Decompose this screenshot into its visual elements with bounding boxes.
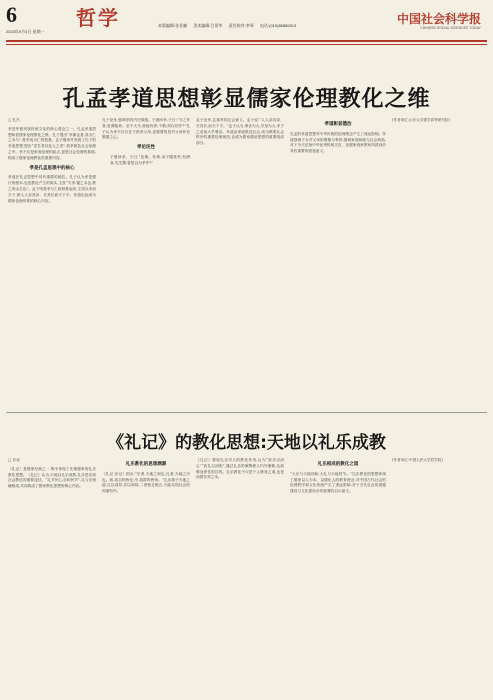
issue-date: 2023年9月4日 星期一: [6, 29, 45, 34]
article1-paragraph: 孟子论孝,注重孝的社会意义。孟子说:“人人亲其亲、长其长,而天下平。”孟子认为,事亲为大,守身为大,孝子之至莫大乎尊亲。孝道由家庭推及社会,成为维系社会秩序的重要伦理规范,也成为儒家德治思想的重要组成部分。: [196, 118, 284, 146]
article1-paragraph: 孔孟的孝道思想对中华民族的伦理观念产生了深远影响。孝道强调子女对父母的尊敬与奉养,强调家庭和睦与社会和谐,对于今天弘扬中华优秀传统文化、加强家庭家教家风建设仍具有重要的借鉴意义。: [290, 131, 386, 154]
article1-paragraph: 孝是华夏民族传统文化的核心观念之一。孔孟孝道思想彰显儒家伦理教化之维。孔子提出“孝悌也者,其为仁之本与”,将孝视为仁的根基。孟子继承并发展了孔子的孝道思想,提出“老吾老以及人之老”,将孝推及社会伦理之中。孝不仅是家庭伦理的起点,更是社会伦理的基础,构成了儒家伦理教化的重要内容。: [8, 126, 96, 160]
article2-headline: 《礼记》的教化思想:天地以礼乐成教: [107, 433, 386, 453]
article1-footnote: (作者单位:山东大学儒学高等研究院): [392, 118, 450, 122]
article2-paragraph: 《礼记》重视礼乐对人的教化作用,认为“致乐以治心”“致礼以治躬”,通过礼乐的熏陶使人内外兼修,达到修身养性的目的。礼乐教化不仅是个人修身之道,也是治国安邦之本。: [196, 458, 284, 480]
article2-column-5: [392, 458, 485, 694]
newspaper-logo: 中国社会科学报: [396, 12, 481, 26]
masthead-rule: [6, 40, 487, 42]
article2-column-3: [196, 458, 284, 694]
article2-column-4: [290, 458, 386, 694]
article1-subhead: 孝是孔孟思想中的核心: [29, 165, 75, 171]
article1-byline: □ 孔杰: [8, 118, 20, 122]
article1-subhead: 孝论民性: [137, 145, 155, 151]
article1-column-5: [392, 118, 485, 408]
article2-subhead: 礼乐相成的教化之道: [317, 462, 359, 467]
article2-column-1: [8, 458, 96, 694]
article2-column-2: [102, 458, 190, 694]
article1-column-2: [102, 118, 190, 408]
article1-quote: 子夏问孝。子曰:“色难。有事,弟子服其劳;有酒食,先生馔,曾是以为孝乎?”: [110, 154, 190, 165]
staff-line: 本版编辑:张亚廉 美术编辑:吕景华 责任校对:李琴 电话:(010)85886513: [158, 23, 297, 28]
article1-column-4: [290, 118, 386, 408]
article2-footnote: (作者单位:中国人民大学哲学院): [392, 458, 443, 462]
article2-paragraph: 《礼记·乐记》指出:“乐者,天地之和也;礼者,天地之序也。和,故百物皆化;序,故群物皆别。”礼乐源于天地之道,礼以别异,乐以和同,二者相互配合,方能实现社会的和谐有序。: [102, 471, 190, 494]
section-title: 哲学: [76, 6, 120, 30]
article2-paragraph: 《礼记》是儒家经典之一,集中体现了先秦儒家的礼乐教化思想。《礼记》认为,天地以礼乐成教,礼乐是实现社会教化的重要途径。“礼节民心,乐和民声”,礼与乐相辅相成,共同构成了儒家教化思想的核心内容。: [8, 466, 96, 489]
article1-subhead: 孝道彰显德治: [324, 122, 352, 127]
article1-headline: 孔孟孝道思想彰显儒家伦理教化之维: [62, 87, 431, 112]
article1-paragraph: 孝道在孔孟思想中具有重要的地位。孔子认为孝是德行的根本,也是教化产生的源头,主张“夫孝,德之本也,教之所由生也”。孟子则将孝与仁政联系起来,主张以孝治天下,使人人亲其亲、长其长而天下平。孝道由此成为儒家伦理体系的核心内容。: [8, 175, 96, 203]
article-separator: [6, 412, 487, 413]
masthead: [0, 0, 493, 40]
article1-paragraph: 孔子论孝,强调孝的内在情感。子游问孝,子曰:“今之孝者,是谓能养。至于犬马,皆能有养;不敬,何以别乎?”孔子认为孝不仅仅在于供养父母,更重要的是对父母怀有敬重之心。: [102, 118, 190, 140]
newspaper-logo-subtitle: CHINESE SOCIAL SCIENCES TODAY: [420, 26, 481, 30]
page-number: 6: [6, 2, 17, 27]
article1-column-3: [196, 118, 284, 408]
masthead-rule-thin: [6, 44, 487, 45]
article1-column-1: [8, 118, 96, 408]
article2-subhead: 礼乐教化的思想渊源: [125, 462, 167, 467]
article2-byline: □ 乐成: [8, 458, 20, 462]
article2-paragraph: “大乐与天地同和,大礼与天地同节。”礼乐教化的思想体现了儒家以人为本、以德化人的教育理念,对中国古代社会的伦理秩序和文化传统产生了深远影响,对于当代社会的道德建设与文化建设亦有重要的启示意义。: [290, 471, 386, 494]
